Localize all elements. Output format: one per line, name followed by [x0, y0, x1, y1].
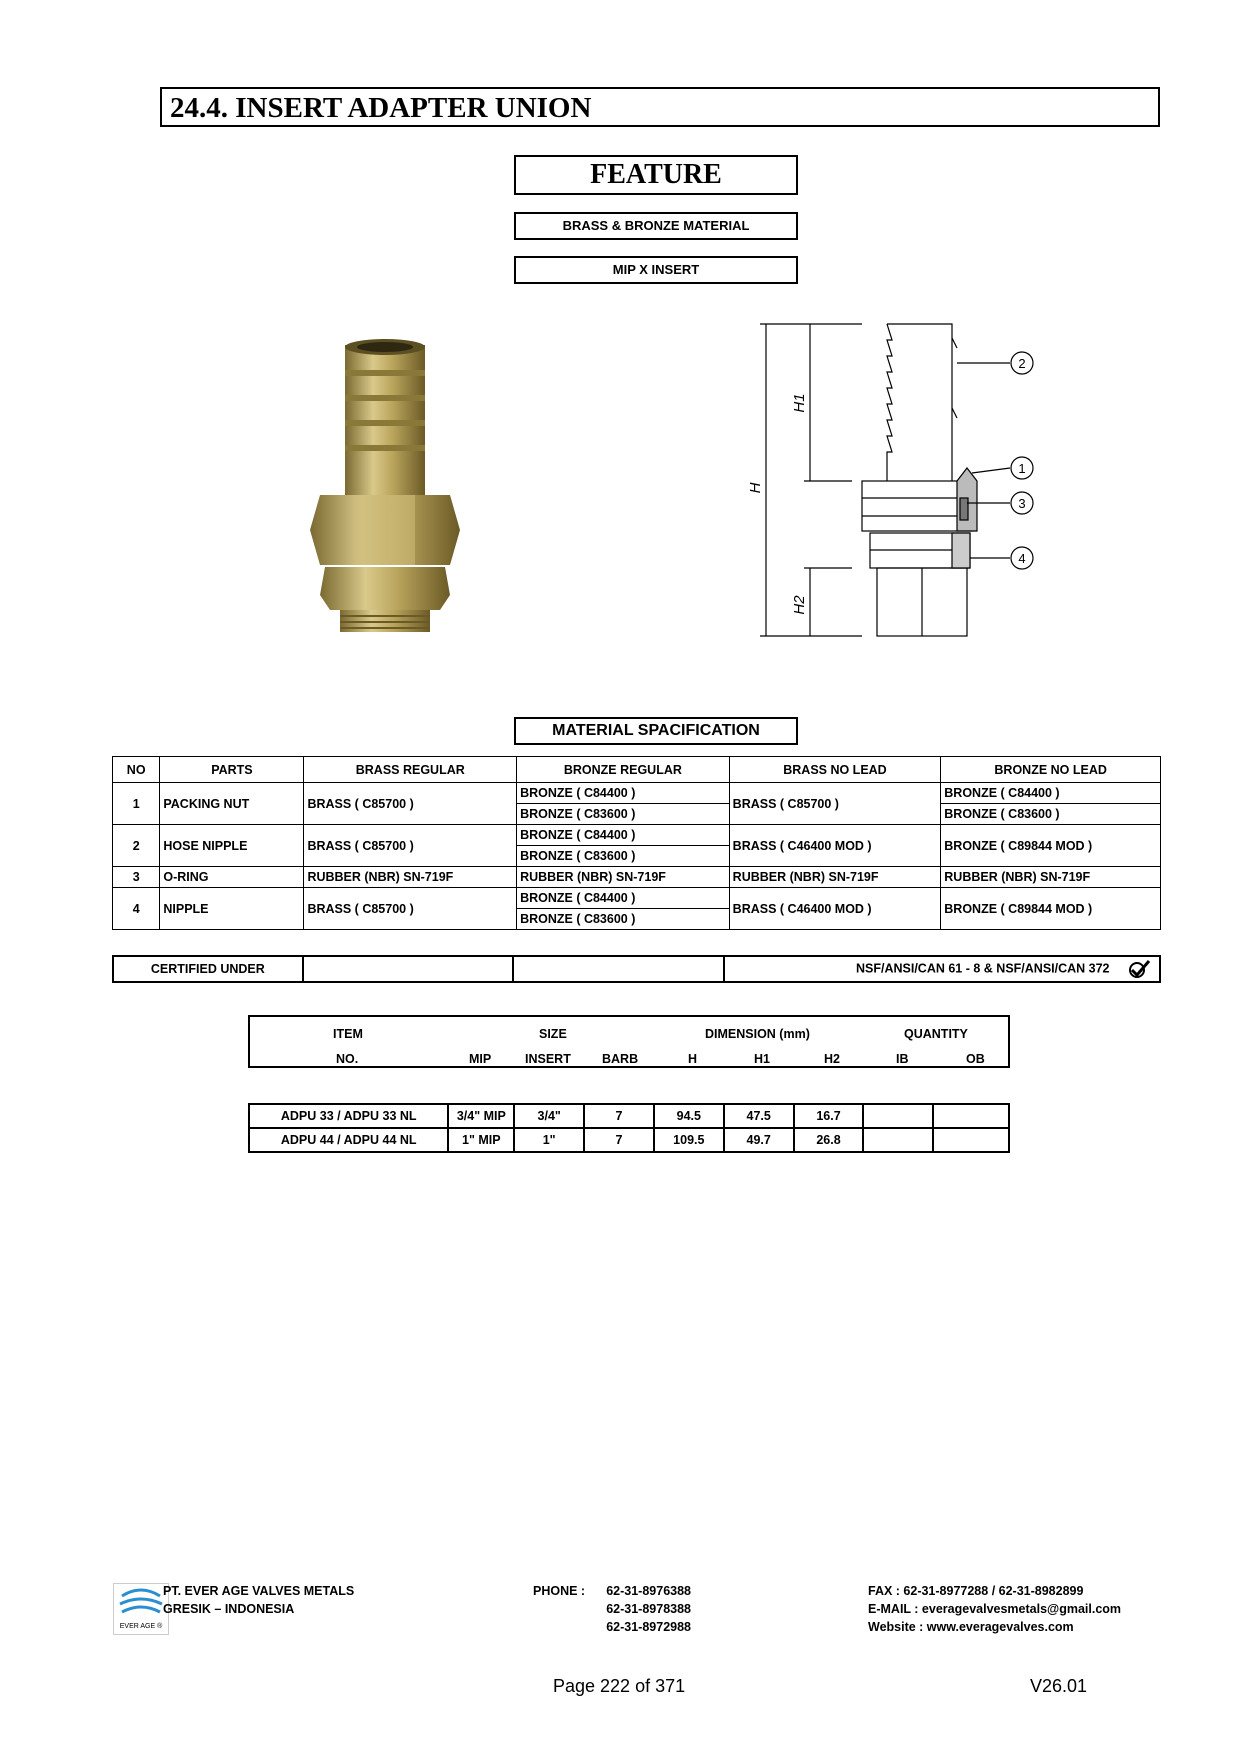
cell-item: ADPU 33 / ADPU 33 NL	[249, 1104, 448, 1128]
label-h2: H2	[791, 595, 808, 615]
header-bronze-no-lead: BRONZE NO LEAD	[941, 757, 1161, 783]
fax: FAX : 62-31-8977288 / 62-31-8982899	[868, 1584, 1084, 1598]
version: V26.01	[1030, 1676, 1088, 1696]
cell-no: 4	[113, 888, 160, 930]
table-row	[249, 1128, 1009, 1152]
cell-no: 2	[113, 825, 160, 867]
cell-insert: 1"	[514, 1128, 584, 1152]
cell-bronze-no-lead: BRONZE ( C83600 )	[941, 804, 1161, 825]
cell-bronze-no-lead: RUBBER (NBR) SN-719F	[941, 867, 1161, 888]
section-title	[160, 87, 1160, 127]
cell-bronze-regular: BRONZE ( C83600 )	[517, 846, 730, 867]
header-barb: BARB	[602, 1052, 639, 1066]
cell-item: ADPU 44 / ADPU 44 NL	[249, 1128, 448, 1152]
cell-mip: 1" MIP	[448, 1128, 514, 1152]
cell-brass-regular: BRASS ( C85700 )	[304, 783, 517, 825]
cell-bronze-no-lead: BRONZE ( C89844 MOD )	[941, 888, 1161, 930]
cell-part: HOSE NIPPLE	[160, 825, 304, 867]
phone-label: PHONE :	[533, 1584, 586, 1598]
company-name: PT. EVER AGE VALVES METALS	[163, 1584, 355, 1598]
email[interactable]: E-MAIL : everagevalvesmetals@gmail.com	[868, 1602, 1122, 1616]
check-icon	[1127, 959, 1151, 979]
cell-h: 109.5	[654, 1128, 724, 1152]
callout-4: 4	[1018, 551, 1026, 566]
certified-table	[112, 955, 1161, 983]
material-spec-heading: MATERIAL SPACIFICATION	[514, 717, 798, 745]
header-ob: OB	[966, 1052, 985, 1066]
certified-empty-2	[513, 956, 724, 982]
cell-bronze-regular: BRONZE ( C84400 )	[517, 783, 730, 804]
company-logo	[113, 1583, 169, 1635]
header-brass-regular: BRASS REGULAR	[304, 757, 517, 783]
cell-no: 3	[113, 867, 160, 888]
feature-item-connection: MIP X INSERT	[514, 256, 798, 284]
certified-value-cell	[724, 956, 1160, 982]
cell-bronze-regular: BRONZE ( C83600 )	[517, 804, 730, 825]
cell-brass-no-lead: BRASS ( C85700 )	[729, 783, 941, 825]
cell-mip: 3/4" MIP	[448, 1104, 514, 1128]
product-photo	[300, 335, 480, 635]
technical-drawing	[747, 318, 1072, 640]
header-parts: PARTS	[160, 757, 304, 783]
logo-text: EVER AGE ®	[119, 1623, 163, 1630]
cell-brass-regular: BRASS ( C85700 )	[304, 888, 517, 930]
cell-h2: 26.8	[794, 1128, 864, 1152]
certified-label: CERTIFIED UNDER	[113, 956, 303, 982]
cell-h: 94.5	[654, 1104, 724, 1128]
cell-bronze-regular: BRONZE ( C84400 )	[517, 825, 730, 846]
table-row	[113, 888, 1161, 909]
feature-item-material: BRASS & BRONZE MATERIAL	[514, 212, 798, 240]
cell-part: NIPPLE	[160, 888, 304, 930]
table-row	[113, 783, 1161, 804]
cell-part: PACKING NUT	[160, 783, 304, 825]
cell-brass-no-lead: BRASS ( C46400 MOD )	[729, 888, 941, 930]
cell-bronze-regular: BRONZE ( C84400 )	[517, 888, 730, 909]
header-insert: INSERT	[525, 1052, 571, 1066]
header-brass-no-lead: BRASS NO LEAD	[729, 757, 941, 783]
cell-ib	[863, 1128, 933, 1152]
header-item: ITEM	[333, 1027, 363, 1041]
website[interactable]: Website : www.everagevalves.com	[868, 1620, 1074, 1634]
cell-insert: 3/4"	[514, 1104, 584, 1128]
callout-1: 1	[1018, 461, 1026, 476]
certified-empty-1	[303, 956, 514, 982]
cell-barb: 7	[584, 1128, 654, 1152]
section-title-text: 24.4. INSERT ADAPTER UNION	[170, 92, 592, 124]
header-ib: IB	[896, 1052, 909, 1066]
cell-bronze-no-lead: BRONZE ( C89844 MOD )	[941, 825, 1161, 867]
header-size: SIZE	[539, 1027, 567, 1041]
cell-h1: 49.7	[724, 1128, 794, 1152]
callout-3: 3	[1018, 496, 1026, 511]
cell-brass-no-lead: RUBBER (NBR) SN-719F	[729, 867, 941, 888]
cell-h2: 16.7	[794, 1104, 864, 1128]
header-h: H	[688, 1052, 698, 1066]
header-mip: MIP	[469, 1052, 492, 1066]
cell-ob	[933, 1128, 1009, 1152]
feature-heading: FEATURE	[514, 155, 798, 195]
header-no: NO	[113, 757, 160, 783]
cell-bronze-regular: RUBBER (NBR) SN-719F	[517, 867, 730, 888]
certified-value: NSF/ANSI/CAN 61 - 8 & NSF/ANSI/CAN 372	[855, 961, 1110, 976]
material-table-header	[113, 757, 1161, 783]
header-quantity: QUANTITY	[904, 1027, 968, 1041]
phone-3: 62-31-8972988	[606, 1620, 691, 1634]
cell-h1: 47.5	[724, 1104, 794, 1128]
table-row	[113, 867, 1161, 888]
cell-brass-regular: RUBBER (NBR) SN-719F	[304, 867, 517, 888]
cell-bronze-regular: BRONZE ( C83600 )	[517, 909, 730, 930]
header-h2: H2	[824, 1052, 840, 1066]
header-no: NO.	[336, 1052, 359, 1066]
label-h1: H1	[791, 393, 808, 413]
table-row	[249, 1104, 1009, 1128]
cell-part: O-RING	[160, 867, 304, 888]
cell-bronze-no-lead: BRONZE ( C84400 )	[941, 783, 1161, 804]
phone-2: 62-31-8978388	[606, 1602, 691, 1616]
wave-logo-icon	[114, 1584, 168, 1618]
label-h: H	[747, 482, 764, 494]
header-bronze-regular: BRONZE REGULAR	[517, 757, 730, 783]
dimension-table	[248, 1103, 1010, 1153]
cell-brass-regular: BRASS ( C85700 )	[304, 825, 517, 867]
phone-1: 62-31-8976388	[606, 1584, 691, 1598]
company-city: GRESIK – INDONESIA	[163, 1602, 295, 1616]
table-row	[113, 825, 1161, 846]
cell-ob	[933, 1104, 1009, 1128]
cell-ib	[863, 1104, 933, 1128]
callout-2: 2	[1018, 356, 1026, 371]
cell-brass-no-lead: BRASS ( C46400 MOD )	[729, 825, 941, 867]
header-h1: H1	[754, 1052, 770, 1066]
page-number: Page 222 of 371	[553, 1676, 686, 1696]
material-table	[112, 756, 1161, 930]
header-dimension: DIMENSION (mm)	[705, 1027, 810, 1041]
cell-no: 1	[113, 783, 160, 825]
cell-barb: 7	[584, 1104, 654, 1128]
dimension-table-header	[248, 1015, 1010, 1068]
